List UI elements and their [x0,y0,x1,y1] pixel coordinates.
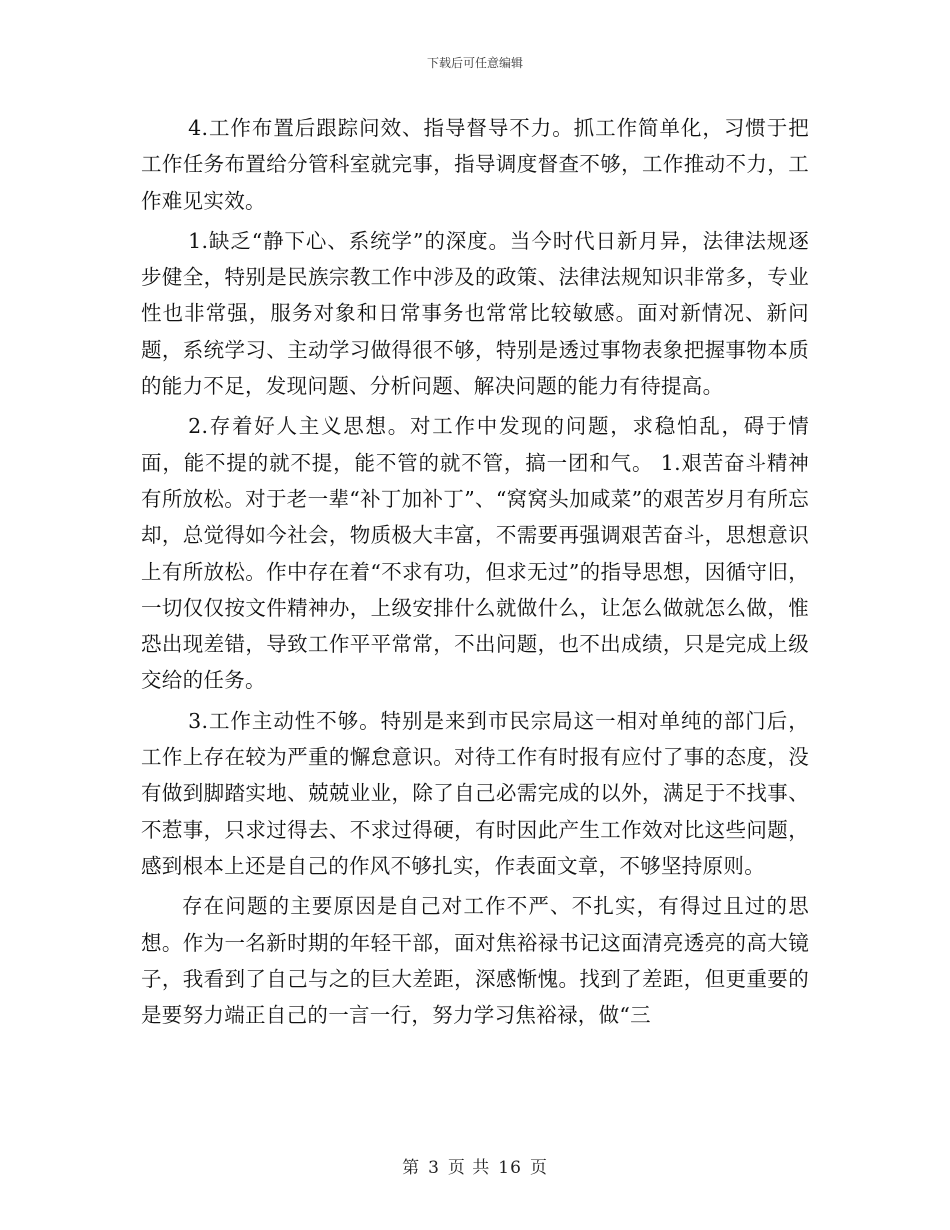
footer-total-pages: 16 [498,1158,522,1178]
paragraph-initiative: 3.工作主动性不够。特别是来到市民宗局这一相对单纯的部门后，工作上存在较为严重的懈怠意识。对待工作有时报有应付了事的态度，没有做到脚踏实地、兢兢业业，除了自己必需完成的以外，满足于不找事、不惹事，只求过得去、不求过得硬，有时因此产生工作效对比这些问题，感到根本上还是自己的作风不够扎实，作表面文章，不够坚持原则。 [141,708,809,878]
footer-suffix: 页 [529,1158,548,1178]
page-footer [0,1153,950,1178]
footer-prefix: 第 [402,1158,421,1178]
footer-middle: 页 共 [447,1158,491,1178]
paragraph-people-pleasing: 2.存着好人主义思想。对工作中发现的问题，求稳怕乱，碍于情面，能不提的就不提，能不管的就不管，搞一团和气。 1.艰苦奋斗精神有所放松。对于老一辈“补丁加补丁”、“窝窝头加咸菜”的艰苦岁月有所忘却，总觉得如今社会，物质极大丰富，不需要再强调艰苦奋斗，思想意识上有所放松。作中存在着“不求有功，但求无过”的指导思想，因循守旧，一切仅仅按文件精神办，上级安排什么就做什么，让怎么做就怎么做，惟恐出现差错，导致工作平平常常，不出问题，也不出成绩，只是完成上级交给的任务。 [141,414,809,693]
page-header: 下载后可任意编辑 [426,56,523,70]
paragraph-main-causes: 存在问题的主要原因是自己对工作不严、不扎实，有得过且过的思想。作为一名新时期的年轻干部，面对焦裕禄书记这面清亮透亮的高大镜子，我看到了自己与之的巨大差距，深感惭愧。找到了差距，但更重要的是要努力端正自己的一言一行，努力学习焦裕禄，做“三 [141,894,809,1028]
paragraph-work-follow-up: 4.工作布置后跟踪问效、指导督导不力。抓工作简单化，习惯于把工作任务布置给分管科室就完事，指导调度督查不够，工作推动不力，工作难见实效。 [141,116,809,213]
document-body [141,110,809,1033]
paragraph-lack-of-study: 1.缺乏“静下心、系统学”的深度。当今时代日新月异，法律法规逐步健全，特别是民族宗教工作中涉及的政策、法律法规知识非常多，专业性也非常强，服务对象和日常事务也常常比较敏感。面对新情况、新问题，系统学习、主动学习做得很不够，特别是透过事物表象把握事物本质的能力不足，发现问题、分析问题、解决问题的能力有待提高。 [141,228,809,399]
footer-page-number: 3 [428,1158,440,1178]
